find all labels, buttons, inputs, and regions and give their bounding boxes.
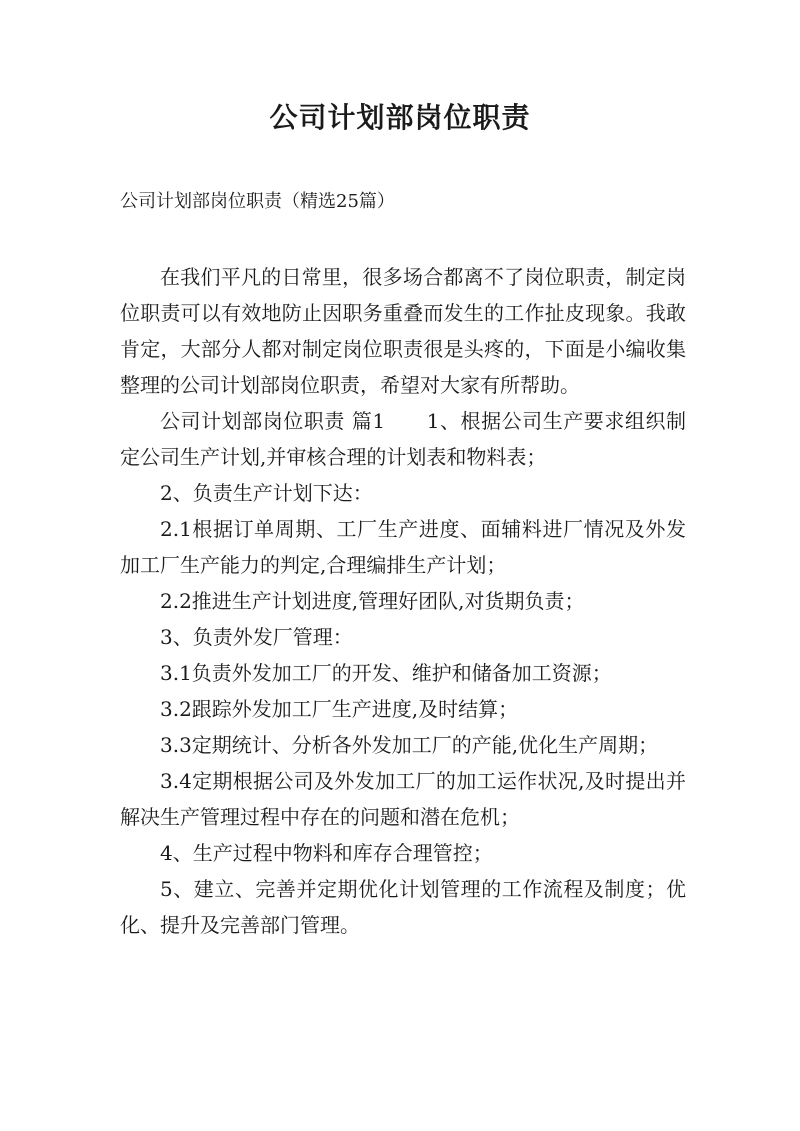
document-title: 公司计划部岗位职责 [269, 101, 531, 134]
paragraph-item-1: 公司计划部岗位职责 篇1 1、根据公司生产要求组织制定公司生产计划,并审核合理的计划表和物料表； [120, 409, 686, 469]
paragraph-item-5: 5、建立、完善并定期优化计划管理的工作流程及制度；优化、提升及完善部门管理。 [120, 877, 686, 937]
paragraph-item-3: 3、负责外发厂管理： [160, 625, 353, 649]
document-subtitle: 公司计划部岗位职责（精选25篇） [120, 191, 395, 212]
paragraph-item-3-2: 3.2跟踪外发加工厂生产进度,及时结算； [160, 697, 519, 721]
intro-paragraph: 在我们平凡的日常里，很多场合都离不了岗位职责，制定岗位职责可以有效地防止因职务重叠而发生的工作扯皮现象。我敢肯定，大部分人都对制定岗位职责很是头疼的，下面是小编收集整理的公司计划部岗位职责，希望对大家有所帮助。 [120, 265, 686, 397]
paragraph-item-3-1: 3.1负责外发加工厂的开发、维护和储备加工资源； [160, 661, 612, 685]
paragraph-item-2-2: 2.2推进生产计划进度,管理好团队,对货期负责； [160, 589, 585, 613]
paragraph-item-2: 2、负责生产计划下达： [160, 481, 373, 505]
paragraph-item-4: 4、生产过程中物料和库存合理管控； [160, 841, 493, 865]
paragraph-item-3-4: 3.4定期根据公司及外发加工厂的加工运作状况,及时提出并解决生产管理过程中存在的问题和潜在危机； [120, 769, 686, 829]
paragraph-item-3-3: 3.3定期统计、分析各外发加工厂的产能,优化生产周期； [160, 733, 659, 757]
document-body [120, 259, 686, 943]
paragraph-item-2-1: 2.1根据订单周期、工厂生产进度、面辅料进厂情况及外发加工厂生产能力的判定,合理编排生产计划； [120, 517, 686, 577]
